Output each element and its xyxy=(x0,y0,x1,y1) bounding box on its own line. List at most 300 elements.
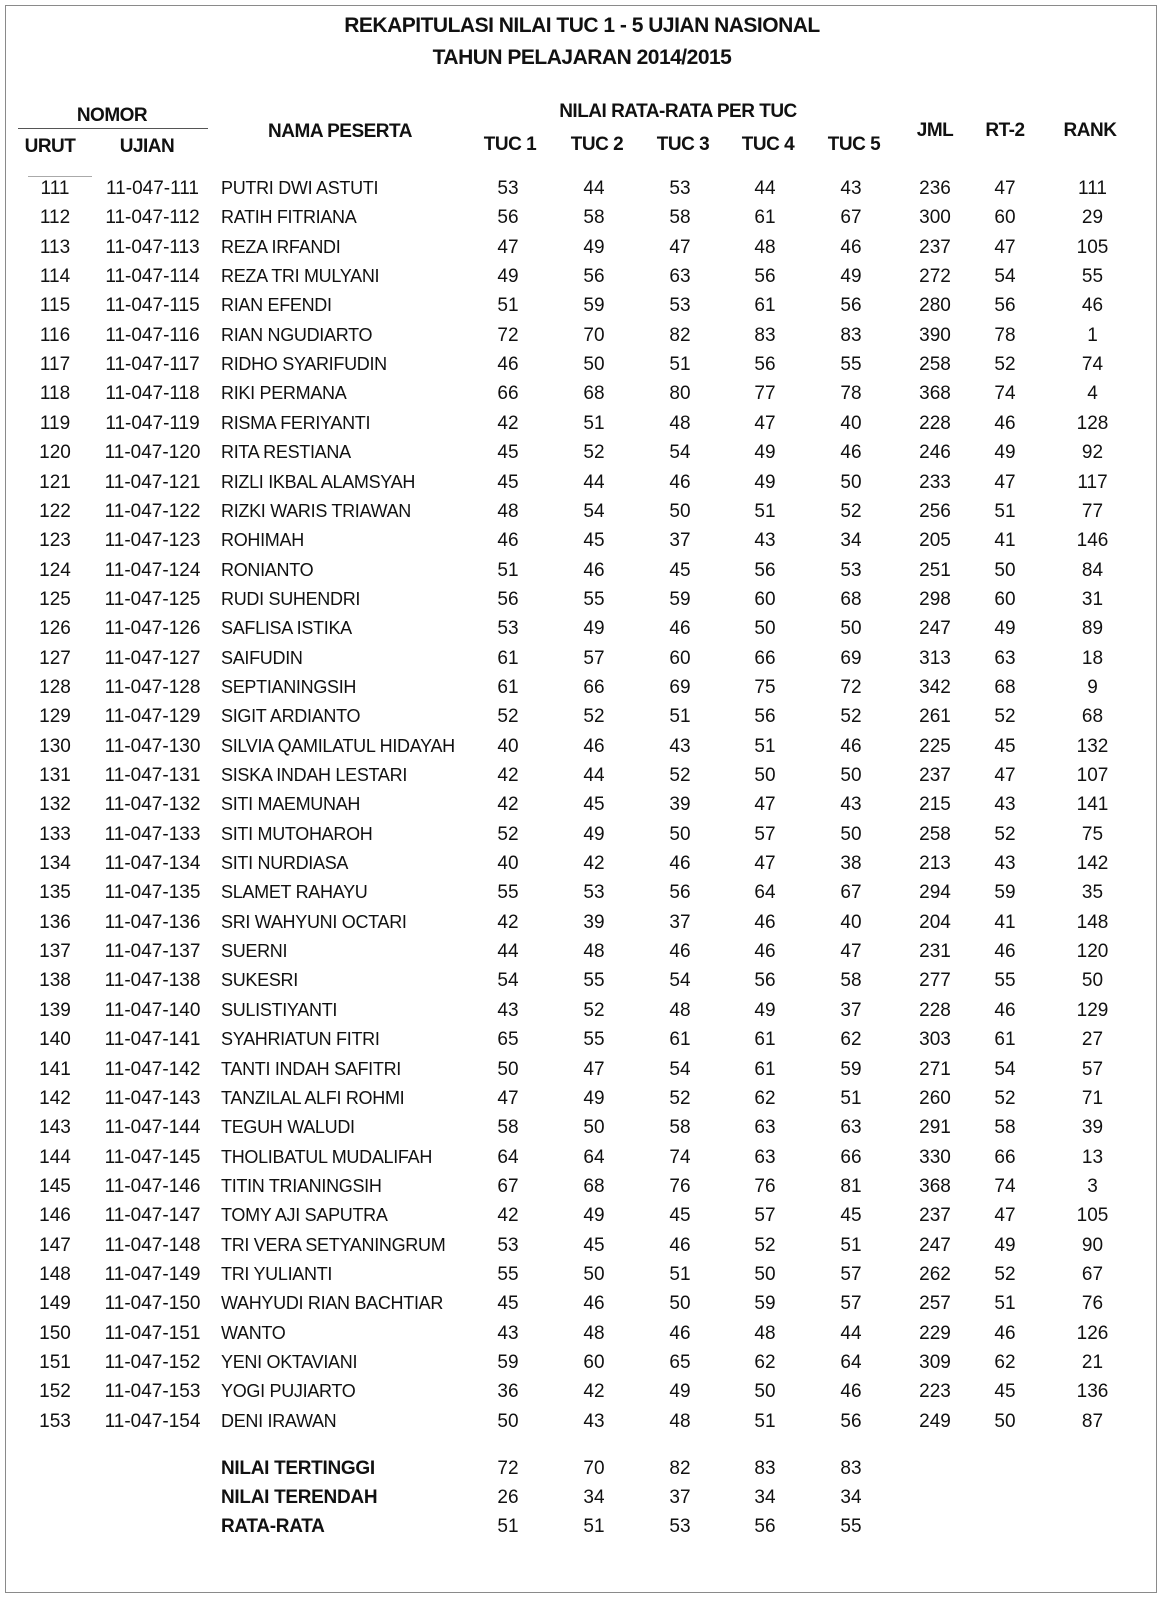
cell-nomor-ujian: 11-047-138 xyxy=(104,970,201,992)
cell-tuc-1: 65 xyxy=(497,1029,519,1051)
cell-tuc-3: 50 xyxy=(669,1293,691,1315)
cell-tuc-3: 54 xyxy=(669,442,691,464)
cell-rt2: 46 xyxy=(994,941,1016,963)
cell-nama-peserta: SITI MAEMUNAH xyxy=(221,794,361,815)
cell-tuc-2: 58 xyxy=(583,207,605,229)
header-tuc-5: TUC 5 xyxy=(827,134,881,155)
cell-jml: 237 xyxy=(919,765,951,786)
cell-tuc-1: 45 xyxy=(497,442,519,464)
cell-rt2: 47 xyxy=(994,1205,1016,1227)
cell-tuc-2: 60 xyxy=(583,1352,605,1373)
header-tuc-4: TUC 4 xyxy=(741,134,795,155)
table-row xyxy=(0,1117,1164,1146)
cell-nama-peserta: SRI WAHYUNI OCTARI xyxy=(221,911,407,932)
cell-nama-peserta: SAIFUDIN xyxy=(221,647,303,668)
header-ujian: UJIAN xyxy=(119,136,175,157)
cell-tuc-3: 51 xyxy=(669,354,691,376)
cell-rt2: 52 xyxy=(994,354,1016,376)
cell-tuc-4: 76 xyxy=(754,1175,776,1197)
cell-tuc-4: 52 xyxy=(754,1234,776,1256)
cell-nama-peserta: RITA RESTIANA xyxy=(221,442,351,463)
cell-rt2: 60 xyxy=(994,588,1016,610)
cell-tuc-2: 53 xyxy=(583,882,605,904)
header-rt2: RT-2 xyxy=(985,120,1025,141)
summary-tuc-4: 83 xyxy=(754,1458,776,1479)
cell-tuc-2: 46 xyxy=(583,735,605,757)
cell-rank: 71 xyxy=(1081,1087,1104,1109)
cell-tuc-2: 52 xyxy=(583,442,605,464)
cell-jml: 342 xyxy=(919,676,951,698)
cell-tuc-2: 49 xyxy=(583,823,605,845)
cell-tuc-2: 66 xyxy=(583,676,605,698)
cell-tuc-1: 61 xyxy=(497,647,519,669)
cell-rank: 87 xyxy=(1081,1410,1104,1432)
cell-nama-peserta: WANTO xyxy=(221,1322,286,1343)
cell-tuc-1: 47 xyxy=(497,1087,519,1109)
cell-urut: 132 xyxy=(39,794,71,816)
cell-tuc-1: 46 xyxy=(497,530,519,552)
cell-tuc-2: 46 xyxy=(583,559,605,581)
cell-jml: 257 xyxy=(919,1293,951,1315)
cell-urut: 123 xyxy=(39,530,71,552)
cell-nomor-ujian: 11-047-113 xyxy=(105,236,200,258)
cell-tuc-1: 52 xyxy=(497,823,519,845)
header-tuc-2: TUC 2 xyxy=(570,134,624,155)
cell-tuc-1: 53 xyxy=(497,1234,519,1256)
cell-rank: 120 xyxy=(1076,941,1109,963)
cell-urut: 111 xyxy=(40,178,70,199)
cell-rank: 3 xyxy=(1087,1175,1098,1197)
cell-tuc-4: 50 xyxy=(754,1381,776,1403)
cell-nama-peserta: TITIN TRIANINGSIH xyxy=(221,1175,382,1196)
cell-nomor-ujian: 11-047-149 xyxy=(104,1263,201,1285)
cell-tuc-5: 43 xyxy=(840,794,862,816)
cell-tuc-4: 61 xyxy=(754,207,776,229)
cell-rt2: 58 xyxy=(994,1117,1016,1139)
cell-tuc-2: 43 xyxy=(583,1410,605,1432)
cell-urut: 126 xyxy=(39,618,71,640)
cell-nama-peserta: RIKI PERMANA xyxy=(221,383,347,404)
cell-nama-peserta: SITI NURDIASA xyxy=(221,853,349,874)
table-row xyxy=(0,1088,1164,1117)
cell-nama-peserta: REZA IRFANDI xyxy=(221,236,341,257)
cell-jml: 390 xyxy=(919,324,951,346)
cell-tuc-5: 50 xyxy=(840,765,862,786)
cell-nomor-ujian: 11-047-122 xyxy=(104,500,201,522)
cell-rank: 76 xyxy=(1081,1293,1104,1315)
cell-tuc-2: 49 xyxy=(583,618,605,640)
cell-jml: 298 xyxy=(919,588,951,610)
cell-nomor-ujian: 11-047-147 xyxy=(104,1205,201,1227)
cell-urut: 153 xyxy=(39,1410,71,1432)
cell-rt2: 66 xyxy=(994,1146,1016,1168)
cell-tuc-1: 55 xyxy=(497,1263,519,1285)
cell-tuc-3: 52 xyxy=(669,1087,691,1109)
cell-tuc-3: 69 xyxy=(669,676,691,698)
cell-nama-peserta: RIZKI WARIS TRIAWAN xyxy=(221,500,411,521)
cell-tuc-2: 47 xyxy=(583,1058,605,1080)
table-row xyxy=(0,853,1164,882)
cell-jml: 300 xyxy=(919,207,951,229)
cell-nama-peserta: SIGIT ARDIANTO xyxy=(221,706,361,727)
cell-nama-peserta: RIDHO SYARIFUDIN xyxy=(221,354,387,375)
cell-urut: 130 xyxy=(39,735,71,757)
cell-rt2: 60 xyxy=(994,207,1016,229)
cell-nomor-ujian: 11-047-145 xyxy=(104,1146,201,1168)
cell-nomor-ujian: 11-047-131 xyxy=(104,765,201,786)
cell-tuc-2: 57 xyxy=(583,647,605,669)
cell-tuc-3: 37 xyxy=(669,911,691,933)
cell-tuc-2: 45 xyxy=(583,794,605,816)
table-row xyxy=(0,266,1164,295)
cell-tuc-4: 62 xyxy=(754,1087,776,1109)
cell-tuc-2: 56 xyxy=(583,266,605,288)
table-row xyxy=(0,1411,1164,1440)
cell-rank: 77 xyxy=(1081,500,1104,522)
cell-urut: 135 xyxy=(39,882,71,904)
cell-tuc-4: 47 xyxy=(754,794,776,816)
cell-rank: 74 xyxy=(1081,354,1104,376)
cell-rank: 146 xyxy=(1076,530,1109,552)
cell-jml: 237 xyxy=(919,236,951,258)
cell-rank: 9 xyxy=(1087,676,1098,698)
cell-tuc-4: 48 xyxy=(754,1322,776,1344)
cell-tuc-2: 70 xyxy=(583,324,605,346)
cell-rank: 29 xyxy=(1081,207,1104,229)
cell-nama-peserta: SILVIA QAMILATUL HIDAYAH xyxy=(221,735,455,756)
cell-jml: 262 xyxy=(919,1263,951,1285)
cell-tuc-5: 38 xyxy=(840,853,862,875)
cell-urut: 152 xyxy=(39,1381,71,1403)
cell-urut: 134 xyxy=(39,853,71,875)
document-subtitle: TAHUN PELAJARAN 2014/2015 xyxy=(432,46,732,69)
cell-rank: 126 xyxy=(1076,1322,1109,1344)
cell-rt2: 49 xyxy=(994,618,1016,640)
cell-rank: 27 xyxy=(1081,1029,1104,1051)
cell-tuc-5: 49 xyxy=(840,266,862,288)
table-row xyxy=(0,618,1164,647)
cell-tuc-3: 54 xyxy=(669,970,691,992)
summary-tuc-4: 56 xyxy=(754,1516,776,1537)
cell-rank: 105 xyxy=(1076,236,1109,258)
cell-nomor-ujian: 11-047-136 xyxy=(104,911,201,933)
cell-jml: 247 xyxy=(919,1234,951,1256)
cell-jml: 272 xyxy=(919,266,951,288)
cell-urut: 125 xyxy=(39,588,71,610)
cell-nomor-ujian: 11-047-134 xyxy=(104,853,201,875)
cell-urut: 150 xyxy=(39,1322,71,1344)
cell-rank: 129 xyxy=(1076,999,1109,1021)
cell-rt2: 46 xyxy=(994,412,1016,434)
cell-tuc-2: 44 xyxy=(583,471,605,493)
cell-urut: 142 xyxy=(39,1087,71,1109)
table-row xyxy=(0,1264,1164,1293)
cell-rank: 13 xyxy=(1081,1146,1104,1168)
cell-rt2: 43 xyxy=(994,794,1016,816)
cell-tuc-3: 54 xyxy=(669,1058,691,1080)
cell-tuc-1: 54 xyxy=(497,970,519,992)
table-row xyxy=(0,589,1164,618)
table-row xyxy=(0,794,1164,823)
table-row xyxy=(0,237,1164,266)
cell-urut: 131 xyxy=(39,765,71,786)
cell-tuc-1: 53 xyxy=(497,618,519,640)
cell-urut: 133 xyxy=(39,823,71,845)
cell-urut: 118 xyxy=(39,383,71,405)
cell-tuc-4: 56 xyxy=(754,706,776,728)
cell-urut: 116 xyxy=(39,324,71,346)
cell-tuc-5: 46 xyxy=(840,1381,862,1403)
cell-tuc-3: 58 xyxy=(669,207,691,229)
cell-jml: 228 xyxy=(919,412,951,434)
cell-tuc-3: 52 xyxy=(669,765,691,786)
cell-tuc-1: 42 xyxy=(497,1205,519,1227)
cell-tuc-3: 53 xyxy=(669,295,691,317)
cell-tuc-5: 37 xyxy=(840,999,862,1021)
cell-tuc-3: 65 xyxy=(669,1352,691,1373)
cell-rank: 46 xyxy=(1081,295,1104,317)
cell-tuc-4: 63 xyxy=(754,1117,776,1139)
cell-nomor-ujian: 11-047-119 xyxy=(105,412,200,434)
cell-jml: 256 xyxy=(919,500,951,522)
summary-tuc-1: 26 xyxy=(497,1487,519,1508)
cell-nomor-ujian: 11-047-127 xyxy=(104,647,201,669)
cell-tuc-1: 51 xyxy=(497,559,519,581)
summary-tuc-2: 51 xyxy=(583,1516,605,1537)
cell-urut: 119 xyxy=(39,412,71,434)
cell-rt2: 56 xyxy=(994,295,1016,317)
cell-tuc-2: 48 xyxy=(583,1322,605,1344)
cell-tuc-5: 52 xyxy=(840,706,862,728)
cell-nama-peserta: RIAN EFENDI xyxy=(221,295,332,316)
cell-jml: 236 xyxy=(919,178,951,199)
cell-rank: 136 xyxy=(1076,1381,1109,1403)
cell-nomor-ujian: 11-047-135 xyxy=(104,882,201,904)
cell-rt2: 68 xyxy=(994,676,1016,698)
cell-tuc-2: 55 xyxy=(583,588,605,610)
cell-rank: 35 xyxy=(1081,882,1104,904)
cell-jml: 260 xyxy=(919,1087,951,1109)
cell-tuc-1: 45 xyxy=(497,471,519,493)
cell-tuc-1: 43 xyxy=(497,1322,519,1344)
cell-nomor-ujian: 11-047-126 xyxy=(104,618,201,640)
cell-rank: 141 xyxy=(1076,794,1109,816)
table-row xyxy=(0,178,1164,207)
cell-tuc-4: 62 xyxy=(754,1352,776,1373)
cell-tuc-2: 52 xyxy=(583,999,605,1021)
cell-urut: 149 xyxy=(39,1293,71,1315)
cell-rank: 128 xyxy=(1076,412,1109,434)
cell-tuc-5: 50 xyxy=(840,618,862,640)
cell-tuc-1: 42 xyxy=(497,911,519,933)
cell-tuc-3: 46 xyxy=(669,1234,691,1256)
cell-tuc-2: 45 xyxy=(583,1234,605,1256)
cell-rt2: 54 xyxy=(994,266,1016,288)
cell-tuc-2: 50 xyxy=(583,1117,605,1139)
cell-tuc-1: 43 xyxy=(497,999,519,1021)
cell-rt2: 46 xyxy=(994,999,1016,1021)
cell-jml: 313 xyxy=(919,647,951,669)
cell-tuc-3: 74 xyxy=(669,1146,691,1168)
cell-tuc-5: 46 xyxy=(840,236,862,258)
cell-tuc-1: 64 xyxy=(497,1146,519,1168)
cell-tuc-4: 51 xyxy=(754,735,776,757)
cell-rank: 142 xyxy=(1076,853,1109,875)
cell-tuc-2: 39 xyxy=(583,911,605,933)
cell-tuc-2: 51 xyxy=(583,412,605,434)
table-row xyxy=(0,354,1164,383)
table-row xyxy=(0,1293,1164,1322)
cell-jml: 294 xyxy=(919,882,951,904)
cell-jml: 280 xyxy=(919,295,951,317)
cell-rt2: 62 xyxy=(994,1352,1016,1373)
cell-urut: 146 xyxy=(39,1205,71,1227)
cell-tuc-5: 57 xyxy=(840,1293,862,1315)
cell-rt2: 51 xyxy=(994,500,1016,522)
table-row xyxy=(0,1000,1164,1029)
cell-tuc-4: 47 xyxy=(754,412,776,434)
summary-row xyxy=(0,1487,1164,1516)
cell-tuc-4: 46 xyxy=(754,911,776,933)
cell-tuc-3: 50 xyxy=(669,500,691,522)
cell-rt2: 47 xyxy=(994,765,1016,786)
cell-nomor-ujian: 11-047-129 xyxy=(104,706,201,728)
cell-rank: 57 xyxy=(1081,1058,1104,1080)
cell-jml: 231 xyxy=(919,941,951,963)
cell-rank: 75 xyxy=(1081,823,1104,845)
cell-rt2: 63 xyxy=(994,647,1016,669)
cell-tuc-3: 51 xyxy=(669,706,691,728)
cell-jml: 233 xyxy=(919,471,951,493)
cell-jml: 229 xyxy=(919,1322,951,1344)
summary-row xyxy=(0,1516,1164,1545)
cell-tuc-1: 56 xyxy=(497,207,519,229)
header-jml: JML xyxy=(916,120,954,141)
cell-tuc-4: 50 xyxy=(754,618,776,640)
cell-rt2: 52 xyxy=(994,823,1016,845)
cell-tuc-2: 49 xyxy=(583,1087,605,1109)
cell-tuc-2: 46 xyxy=(583,1293,605,1315)
cell-tuc-1: 55 xyxy=(497,882,519,904)
cell-tuc-5: 58 xyxy=(840,970,862,992)
cell-jml: 277 xyxy=(919,970,951,992)
cell-tuc-4: 61 xyxy=(754,1029,776,1051)
cell-nama-peserta: SISKA INDAH LESTARI xyxy=(221,765,408,785)
table-row xyxy=(0,442,1164,471)
cell-tuc-1: 50 xyxy=(497,1058,519,1080)
cell-urut: 139 xyxy=(39,999,71,1021)
cell-jml: 258 xyxy=(919,354,951,376)
table-row xyxy=(0,501,1164,530)
cell-tuc-5: 53 xyxy=(840,559,862,581)
cell-tuc-5: 81 xyxy=(840,1175,862,1197)
cell-tuc-5: 46 xyxy=(840,735,862,757)
cell-rt2: 50 xyxy=(994,1410,1016,1432)
summary-tuc-5: 83 xyxy=(840,1458,862,1479)
summary-tuc-1: 51 xyxy=(497,1516,519,1537)
cell-jml: 215 xyxy=(919,794,951,816)
cell-tuc-1: 42 xyxy=(497,765,519,786)
cell-tuc-4: 64 xyxy=(754,882,776,904)
cell-nomor-ujian: 11-047-137 xyxy=(104,941,201,963)
cell-rank: 68 xyxy=(1081,706,1104,728)
table-row xyxy=(0,1352,1164,1381)
cell-nama-peserta: SLAMET RAHAYU xyxy=(221,882,368,903)
cell-tuc-5: 51 xyxy=(840,1234,862,1256)
cell-rank: 1 xyxy=(1087,324,1098,346)
cell-rank: 132 xyxy=(1076,735,1109,757)
cell-tuc-4: 57 xyxy=(754,823,776,845)
table-row xyxy=(0,1176,1164,1205)
cell-tuc-1: 66 xyxy=(497,383,519,405)
cell-tuc-1: 45 xyxy=(497,1293,519,1315)
cell-rt2: 47 xyxy=(994,178,1016,199)
document-title: REKAPITULASI NILAI TUC 1 - 5 UJIAN NASIONAL xyxy=(344,14,820,37)
cell-rank: 67 xyxy=(1081,1263,1104,1285)
cell-tuc-3: 82 xyxy=(669,324,691,346)
cell-nomor-ujian: 11-047-141 xyxy=(104,1029,201,1051)
cell-tuc-2: 45 xyxy=(583,530,605,552)
cell-urut: 143 xyxy=(39,1117,71,1139)
cell-nomor-ujian: 11-047-124 xyxy=(104,559,201,581)
cell-nama-peserta: TANTI INDAH SAFITRI xyxy=(221,1058,401,1079)
cell-tuc-2: 64 xyxy=(583,1146,605,1168)
cell-jml: 368 xyxy=(919,383,951,405)
header-tuc-1: TUC 1 xyxy=(483,134,537,155)
header-tuc-3: TUC 3 xyxy=(656,134,710,155)
cell-rank: 18 xyxy=(1081,647,1104,669)
cell-tuc-1: 67 xyxy=(497,1175,519,1197)
cell-urut: 112 xyxy=(39,207,71,229)
cell-tuc-2: 55 xyxy=(583,1029,605,1051)
cell-jml: 213 xyxy=(919,853,951,875)
cell-tuc-3: 48 xyxy=(669,1410,691,1432)
cell-nama-peserta: SEPTIANINGSIH xyxy=(221,676,357,697)
cell-nomor-ujian: 11-047-154 xyxy=(104,1410,201,1432)
table-row xyxy=(0,413,1164,442)
cell-tuc-3: 58 xyxy=(669,1117,691,1139)
cell-rt2: 46 xyxy=(994,1322,1016,1344)
cell-urut: 124 xyxy=(39,559,71,581)
cell-tuc-4: 61 xyxy=(754,1058,776,1080)
cell-tuc-1: 47 xyxy=(497,236,519,258)
cell-tuc-2: 48 xyxy=(583,941,605,963)
cell-tuc-5: 34 xyxy=(840,530,862,552)
cell-nama-peserta: SUERNI xyxy=(221,941,288,962)
cell-tuc-4: 47 xyxy=(754,853,776,875)
cell-rank: 89 xyxy=(1081,618,1104,640)
cell-urut: 115 xyxy=(39,295,71,317)
cell-tuc-1: 40 xyxy=(497,853,519,875)
cell-nomor-ujian: 11-047-148 xyxy=(104,1234,201,1256)
cell-jml: 330 xyxy=(919,1146,951,1168)
table-row xyxy=(0,941,1164,970)
table-row xyxy=(0,1147,1164,1176)
table-row xyxy=(0,560,1164,589)
cell-tuc-1: 53 xyxy=(497,178,519,199)
cell-jml: 258 xyxy=(919,823,951,845)
cell-tuc-5: 62 xyxy=(840,1029,862,1051)
table-row xyxy=(0,1235,1164,1264)
cell-tuc-3: 46 xyxy=(669,618,691,640)
cell-nama-peserta: REZA TRI MULYANI xyxy=(221,266,380,287)
cell-tuc-4: 49 xyxy=(754,442,776,464)
cell-nomor-ujian: 11-047-125 xyxy=(104,588,201,610)
cell-tuc-4: 66 xyxy=(754,647,776,669)
cell-tuc-1: 59 xyxy=(497,1352,519,1373)
cell-tuc-4: 48 xyxy=(754,236,776,258)
cell-nomor-ujian: 11-047-117 xyxy=(105,354,200,376)
